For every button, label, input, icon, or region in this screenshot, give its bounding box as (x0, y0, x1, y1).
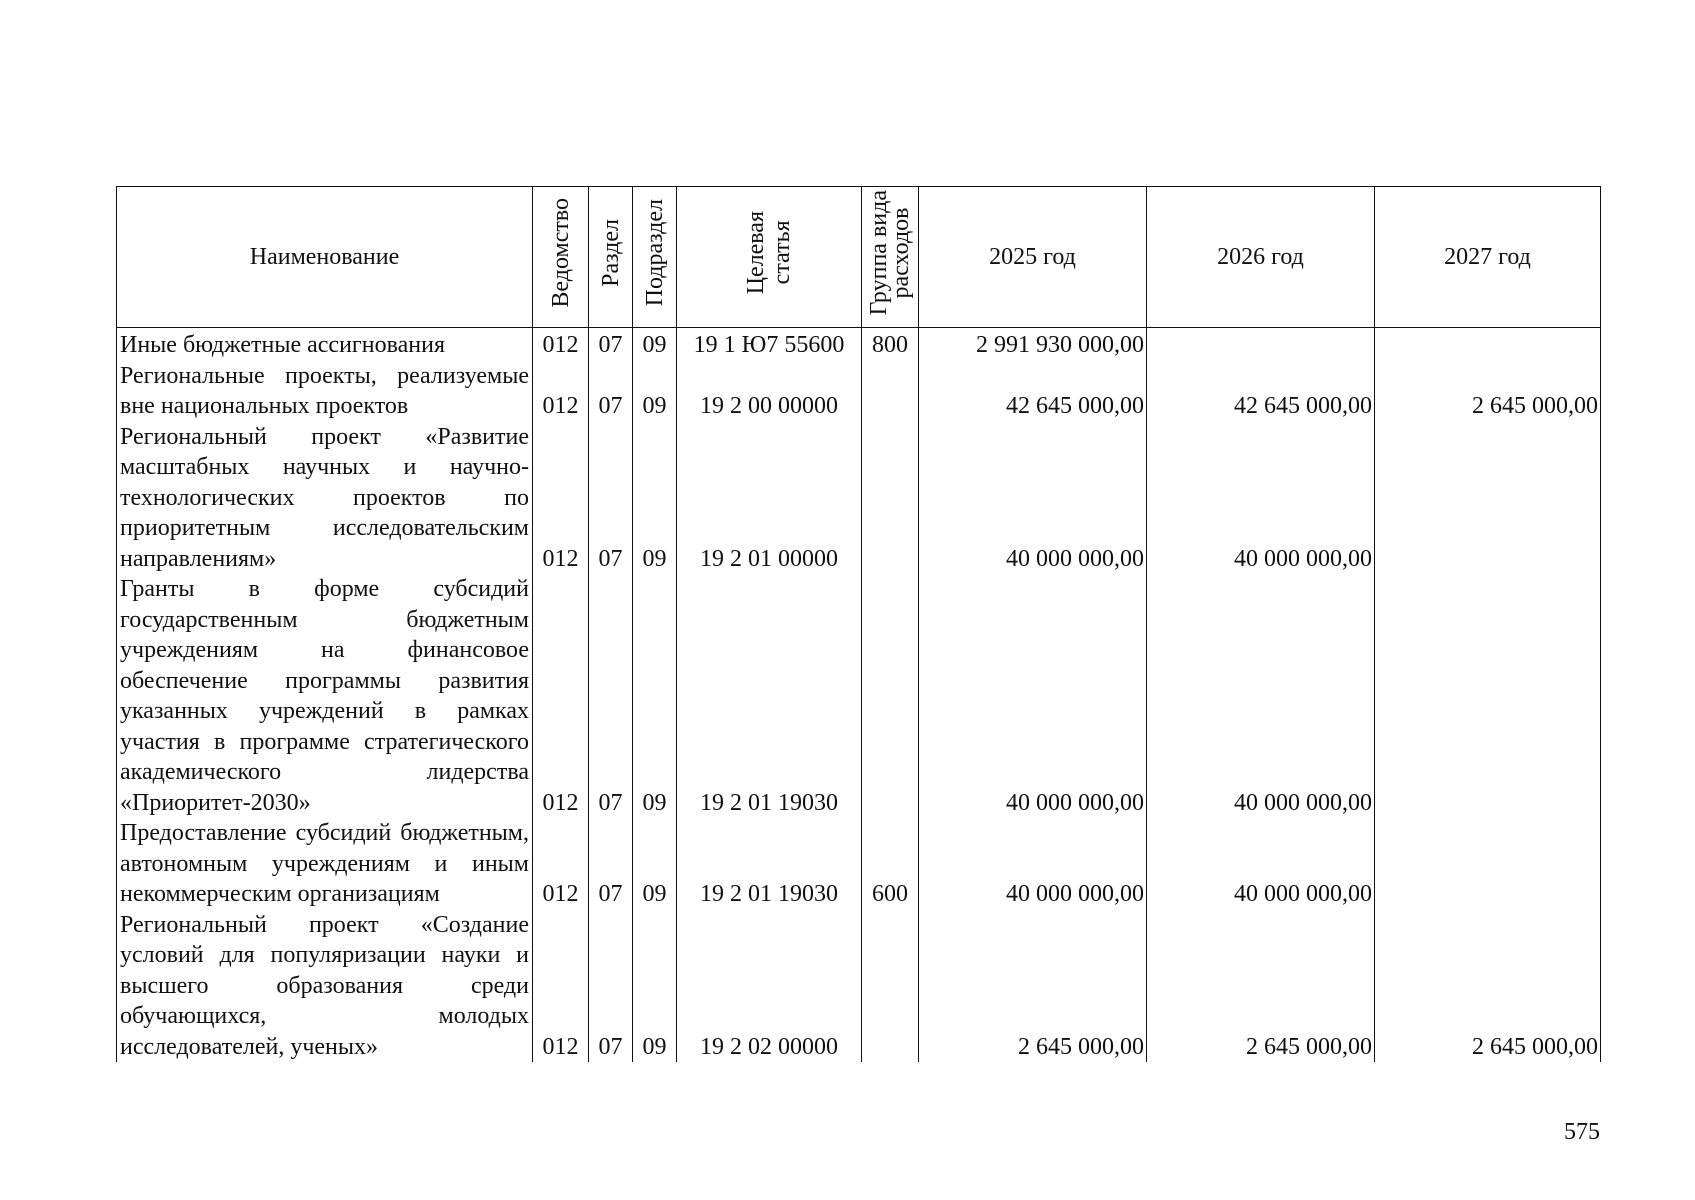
header-podrazdel: Подраздел (633, 187, 677, 328)
row-amount-2025: 2 645 000,00 (919, 910, 1147, 1063)
row-amount-2026: 40 000 000,00 (1147, 818, 1375, 910)
row-name: Региональный проект «Развитие масштабных научных и научно-технологических проектов по приоритетным исследовательским направлениям» (117, 422, 533, 575)
row-amount-2026: 2 645 000,00 (1147, 910, 1375, 1063)
header-tselevaya-line1: Целевая (743, 211, 769, 295)
row-podrazdel: 09 (633, 818, 677, 910)
header-tselevaya-statya (677, 187, 862, 328)
row-vedomstvo: 012 (533, 422, 589, 575)
row-amount-2027 (1375, 818, 1601, 910)
header-tselevaya-line2: статья (769, 220, 795, 285)
row-gruppa (862, 574, 919, 818)
row-name: Региональные проекты, реализуемые вне национальных проектов (117, 361, 533, 422)
row-amount-2027 (1375, 574, 1601, 818)
header-year-2027: 2027 год (1375, 187, 1601, 328)
row-name: Иные бюджетные ассигнования (117, 328, 533, 361)
row-gruppa (862, 361, 919, 422)
row-amount-2025: 40 000 000,00 (919, 818, 1147, 910)
row-amount-2025: 2 991 930 000,00 (919, 328, 1147, 361)
row-amount-2025: 42 645 000,00 (919, 361, 1147, 422)
row-tselevaya-statya: 19 2 01 00000 (677, 422, 862, 575)
row-vedomstvo: 012 (533, 328, 589, 361)
row-podrazdel: 09 (633, 328, 677, 361)
table-row (117, 818, 1601, 910)
row-razdel: 07 (589, 574, 633, 818)
row-amount-2026 (1147, 328, 1375, 361)
table-row (117, 361, 1601, 422)
row-amount-2027: 2 645 000,00 (1375, 361, 1601, 422)
page-number: 575 (1564, 1119, 1600, 1145)
header-vedomstvo: Ведомство (533, 187, 589, 328)
row-tselevaya-statya: 19 1 Ю7 55600 (677, 328, 862, 361)
row-razdel: 07 (589, 818, 633, 910)
row-amount-2026: 40 000 000,00 (1147, 574, 1375, 818)
header-name: Наименование (117, 187, 533, 328)
row-razdel: 07 (589, 328, 633, 361)
row-razdel: 07 (589, 910, 633, 1063)
row-gruppa (862, 422, 919, 575)
row-gruppa (862, 910, 919, 1063)
row-vedomstvo: 012 (533, 910, 589, 1063)
table-row (117, 910, 1601, 1063)
row-amount-2027 (1375, 328, 1601, 361)
row-amount-2026: 42 645 000,00 (1147, 361, 1375, 422)
row-podrazdel: 09 (633, 574, 677, 818)
row-podrazdel: 09 (633, 361, 677, 422)
row-razdel: 07 (589, 361, 633, 422)
row-name: Предоставление субсидий бюджетным, автономным учреждениям и иным некоммерческим организациям (117, 818, 533, 910)
row-vedomstvo: 012 (533, 361, 589, 422)
row-name: Гранты в форме субсидий государственным бюджетным учреждениям на финансовое обеспечение программы развития указанных учреждений в рамках участия в программе стратегического академического лидерства «Приоритет-2030» (117, 574, 533, 818)
row-amount-2027 (1375, 422, 1601, 575)
header-year-2025: 2025 год (919, 187, 1147, 328)
row-amount-2025: 40 000 000,00 (919, 422, 1147, 575)
header-gruppa-vida-raskhodov (862, 187, 919, 328)
table-row (117, 328, 1601, 361)
row-razdel: 07 (589, 422, 633, 575)
row-podrazdel: 09 (633, 910, 677, 1063)
table-row (117, 422, 1601, 575)
header-gruppa-line2: расходов (888, 207, 914, 299)
row-vedomstvo: 012 (533, 818, 589, 910)
budget-table-sheet (116, 186, 1601, 1062)
row-amount-2025: 40 000 000,00 (919, 574, 1147, 818)
row-amount-2027: 2 645 000,00 (1375, 910, 1601, 1063)
row-tselevaya-statya: 19 2 02 00000 (677, 910, 862, 1063)
budget-table (116, 186, 1601, 1062)
row-amount-2026: 40 000 000,00 (1147, 422, 1375, 575)
table-row (117, 574, 1601, 818)
row-tselevaya-statya: 19 2 00 00000 (677, 361, 862, 422)
table-header-row (117, 187, 1601, 328)
row-podrazdel: 09 (633, 422, 677, 575)
row-name: Региональный проект «Создание условий для популяризации науки и высшего образования среди обучающихся, молодых исследователей, ученых» (117, 910, 533, 1063)
header-year-2026: 2026 год (1147, 187, 1375, 328)
row-tselevaya-statya: 19 2 01 19030 (677, 818, 862, 910)
header-razdel: Раздел (589, 187, 633, 328)
row-gruppa: 800 (862, 328, 919, 361)
row-tselevaya-statya: 19 2 01 19030 (677, 574, 862, 818)
row-gruppa: 600 (862, 818, 919, 910)
row-vedomstvo: 012 (533, 574, 589, 818)
header-gruppa-line1: Группа вида (866, 190, 892, 316)
